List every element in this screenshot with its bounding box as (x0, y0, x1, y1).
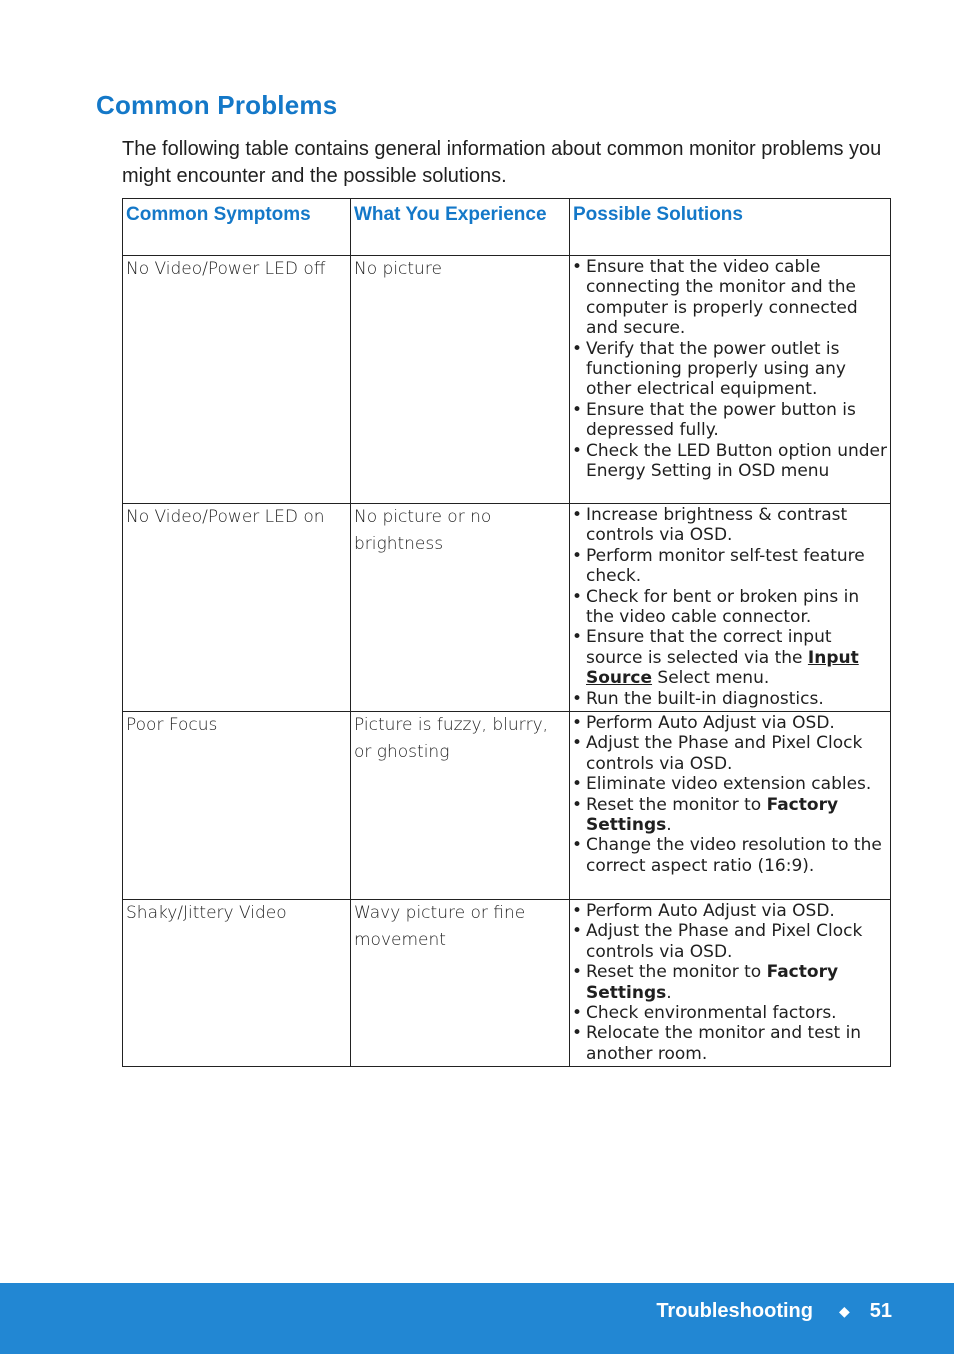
solution-text: . (666, 982, 672, 1003)
experience-cell: No picture (351, 256, 570, 504)
solution-text: . (666, 815, 672, 836)
solution-item (572, 339, 888, 400)
solution-text: Ensure that the video cable connecting the monitor and the computer is properly connected and secure. (586, 257, 858, 339)
table-header-row (123, 199, 891, 256)
solution-text: Relocate the monitor and test in another room. (586, 1023, 862, 1064)
solution-item (572, 400, 888, 441)
footer-label (656, 1300, 892, 1323)
symptom-cell: Shaky/Jittery Video (123, 900, 351, 1067)
header-possible-solutions: Possible Solutions (570, 199, 891, 256)
solution-text: Perform monitor self-test feature check. (586, 545, 865, 587)
emphasis-text: Factory Settings (586, 962, 839, 1003)
solutions-cell (570, 712, 891, 900)
solutions-cell (570, 256, 891, 504)
input-source-link[interactable]: Input Source (586, 647, 859, 689)
footer-section: Troubleshooting (656, 1300, 813, 1322)
solution-item (572, 627, 888, 688)
solution-item (572, 713, 888, 733)
table-row (123, 504, 891, 712)
solution-text: Increase brightness & contrast controls via OSD. (586, 505, 848, 546)
emphasis-text: Factory Settings (586, 794, 839, 836)
page-title: Common Problems (96, 90, 338, 120)
solution-item (572, 505, 888, 546)
solutions-cell (570, 900, 891, 1067)
symptom-cell: No Video/Power LED off (123, 256, 351, 504)
page-number: 51 (869, 1300, 892, 1322)
solution-item (572, 441, 888, 482)
solution-item (572, 1023, 888, 1064)
intro-paragraph: The following table contains general information about common monitor problems you might encounter and the possible solutions. (122, 138, 882, 187)
solution-text: Change the video resolution to the correct aspect ratio (16:9). (586, 835, 882, 876)
common-problems-table (122, 198, 891, 1067)
solutions-list (572, 901, 888, 1064)
symptom-cell: No Video/Power LED on (123, 504, 351, 712)
solution-item (572, 587, 888, 628)
table-row (123, 712, 891, 900)
solution-text: Reset the monitor to (586, 962, 767, 983)
solution-text: Check the LED Button option under Energy Setting in OSD menu (586, 440, 888, 482)
solution-item (572, 733, 888, 774)
solution-item (572, 774, 888, 794)
solution-item (572, 921, 888, 962)
solution-item (572, 962, 888, 1003)
solutions-list (572, 713, 888, 876)
solution-text: Verify that the power outlet is functioning properly using any other electrical equipment. (586, 338, 846, 400)
solution-text: Reset the monitor to (586, 794, 767, 815)
solution-text: Adjust the Phase and Pixel Clock controls via OSD. (586, 921, 863, 962)
solution-text: Check for bent or broken pins in the video cable connector. (586, 586, 860, 628)
solution-item (572, 1003, 888, 1023)
symptom-cell: Poor Focus (123, 712, 351, 900)
solution-text: Select menu. (652, 668, 770, 689)
experience-cell: Wavy picture or fine movement (351, 900, 570, 1067)
solution-text: Perform Auto Adjust via OSD. (586, 713, 835, 733)
solution-item (572, 689, 888, 709)
experience-cell: No picture or no brightness (351, 504, 570, 712)
solution-item (572, 901, 888, 921)
solutions-cell (570, 504, 891, 712)
solution-text: Ensure that the correct input source is selected via the (586, 627, 832, 668)
solution-text: Perform Auto Adjust via OSD. (586, 901, 835, 921)
solution-item (572, 795, 888, 836)
solution-text: Check environmental factors. (586, 1003, 837, 1024)
diamond-icon: ◆ (838, 1303, 850, 1319)
solutions-list (572, 257, 888, 481)
solution-text: Eliminate video extension cables. (586, 774, 872, 795)
solution-text: Run the built-in diagnostics. (586, 688, 824, 709)
solution-text: Ensure that the power button is depressed fully. (586, 399, 856, 441)
header-what-you-experience: What You Experience (351, 199, 570, 256)
solution-text: Adjust the Phase and Pixel Clock controls via OSD. (586, 733, 863, 774)
solution-item (572, 546, 888, 587)
experience-cell: Picture is fuzzy, blurry, or ghosting (351, 712, 570, 900)
table-row (123, 256, 891, 504)
header-common-symptoms: Common Symptoms (123, 199, 351, 256)
solution-item (572, 835, 888, 876)
solutions-list (572, 505, 888, 709)
solution-item (572, 257, 888, 339)
table-row (123, 900, 891, 1067)
